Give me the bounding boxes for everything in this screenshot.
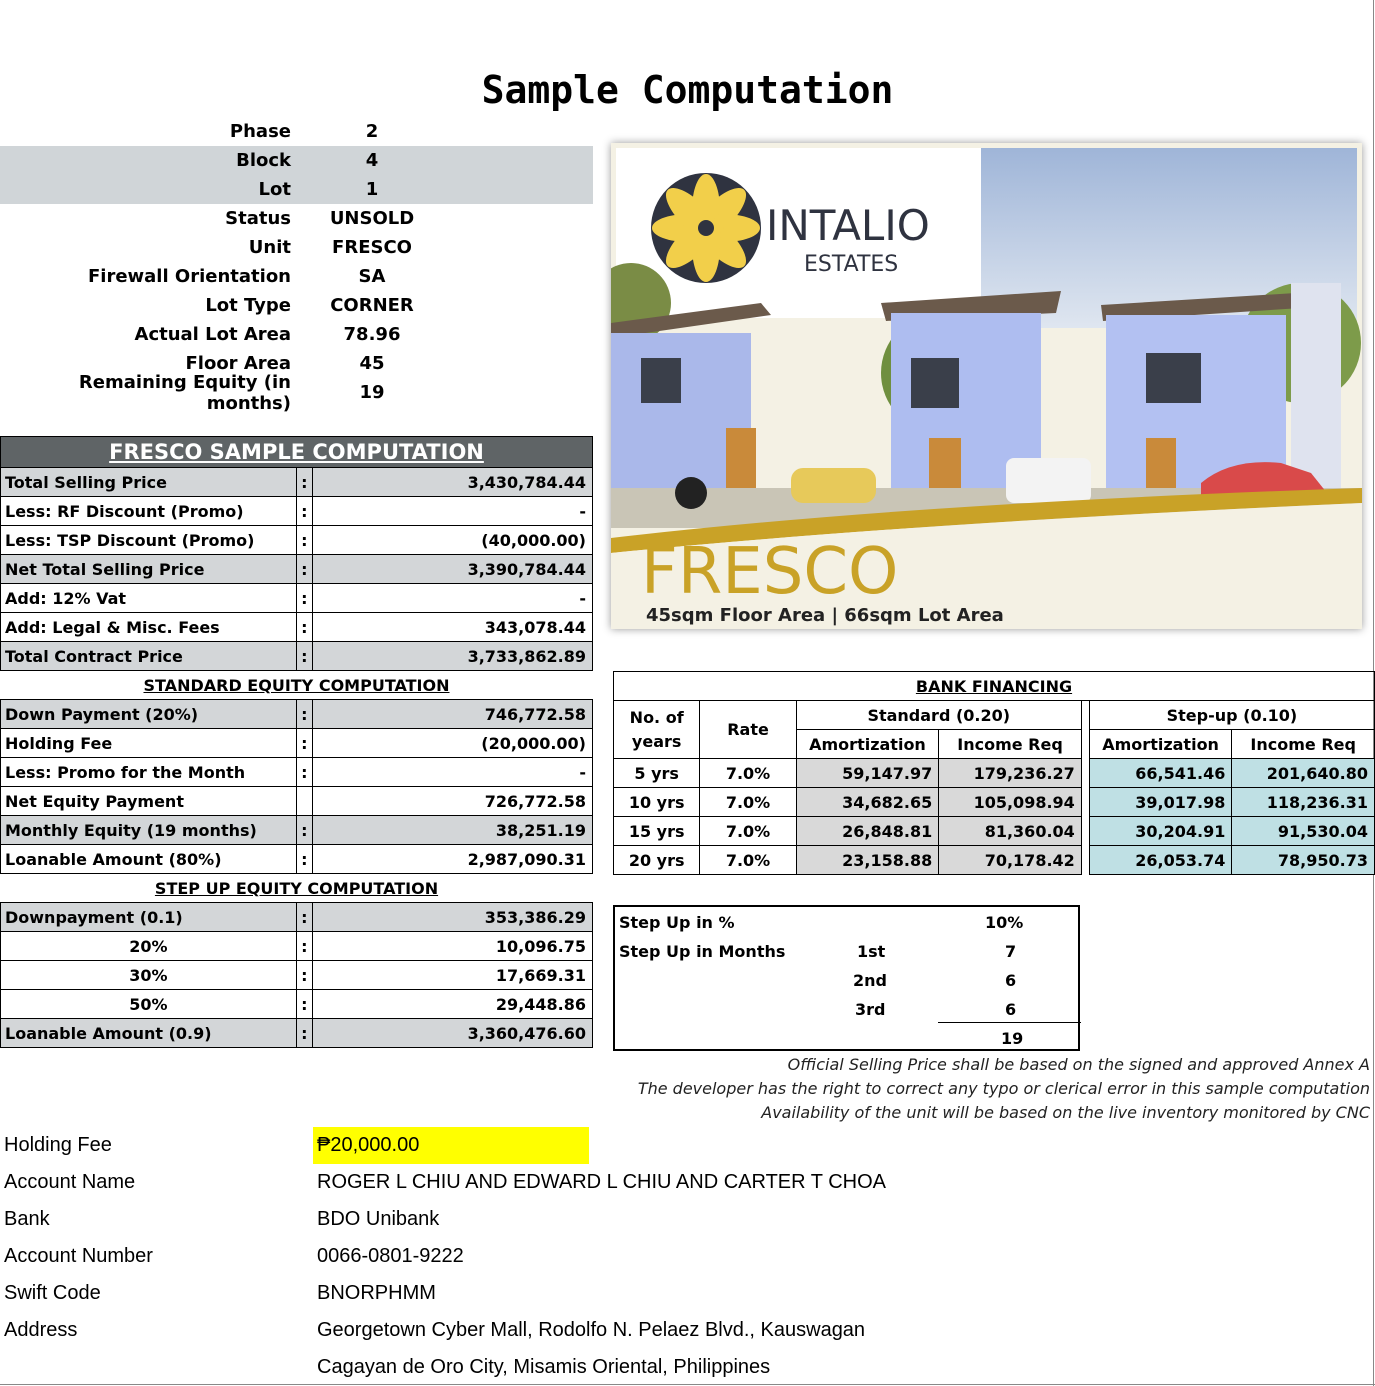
col-standard: Standard (0.20)	[796, 701, 1081, 730]
table-row: Total Selling Price : 3,430,784.44	[1, 468, 593, 497]
intalio-logo-icon	[651, 173, 761, 283]
step-up-pct-value: 10%	[985, 913, 1024, 932]
col-standard-income: Income Req	[939, 730, 1082, 759]
table-row: Less: RF Discount (Promo) : -	[1, 497, 593, 526]
table-row: Down Payment (20%) : 746,772.58	[1, 700, 593, 729]
unit-info	[0, 117, 593, 414]
table-row: 50% : 29,448.86	[1, 990, 593, 1019]
brand-name: INTALIO	[766, 201, 930, 250]
step-up-total: 19	[1001, 1029, 1024, 1048]
computation-table	[0, 436, 593, 1048]
step-up-pct-label: Step Up in %	[619, 913, 735, 932]
model-name: FRESCO	[641, 535, 899, 609]
table-row: 20% : 10,096.75	[1, 932, 593, 961]
step-up-box: Step Up in % 10% Step Up in Months 1st 7 2nd 6 3rd 6 19	[613, 905, 1080, 1051]
note-line: Availability of the unit will be based on the live inventory monitored by CNC	[761, 1103, 1370, 1122]
table-row: Downpayment (0.1) : 353,386.29	[1, 903, 593, 932]
info-row-floor-area: Floor Area 45	[185, 353, 385, 374]
house-illustration	[611, 143, 1362, 629]
table-row: Net Equity Payment 726,772.58	[1, 787, 593, 816]
bank-name: BDO Unibank	[317, 1208, 440, 1230]
table-row: Add: 12% Vat : -	[1, 584, 593, 613]
account-number: 0066-0801-9222	[317, 1245, 464, 1267]
table-row: Add: Legal & Misc. Fees : 343,078.44	[1, 613, 593, 642]
holding-fee-label: Holding Fee	[4, 1134, 112, 1156]
info-row-status: Status UNSOLD	[225, 208, 415, 229]
table-row: Loanable Amount (0.9) : 3,360,476.60	[1, 1019, 593, 1048]
info-row-unit: Unit FRESCO	[248, 237, 412, 258]
section-title-stepup: STEP UP EQUITY COMPUTATION	[1, 874, 593, 903]
table-row: Less: TSP Discount (Promo) : (40,000.00)	[1, 526, 593, 555]
brand-sub: ESTATES	[804, 252, 899, 277]
col-stepup-amort: Amortization	[1089, 730, 1232, 759]
table-row: 30% : 17,669.31	[1, 961, 593, 990]
table-row: 15 yrs 7.0% 26,848.81 81,360.04 30,204.91 91,530.04	[614, 817, 1375, 846]
table-row: Monthly Equity (19 months) : 38,251.19	[1, 816, 593, 845]
table-row: 10 yrs 7.0% 34,682.65 105,098.94 39,017.98 118,236.31	[614, 788, 1375, 817]
computation-header: FRESCO SAMPLE COMPUTATION	[1, 437, 593, 468]
image-caption: 45sqm Floor Area | 66sqm Lot Area	[646, 605, 1004, 626]
table-row: Holding Fee : (20,000.00)	[1, 729, 593, 758]
account-name: ROGER L CHIU AND EDWARD L CHIU AND CARTER T CHOA	[317, 1171, 886, 1193]
address-line-1: Georgetown Cyber Mall, Rodolfo N. Pelaez Blvd., Kauswagan	[317, 1319, 866, 1341]
disclaimer-notes	[600, 1053, 1370, 1125]
step-up-months-label: Step Up in Months	[619, 942, 786, 961]
col-standard-amort: Amortization	[796, 730, 939, 759]
table-row: Less: Promo for the Month : -	[1, 758, 593, 787]
note-line: The developer has the right to correct any typo or clerical error in this sample computation	[637, 1079, 1370, 1098]
table-row: Net Total Selling Price : 3,390,784.44	[1, 555, 593, 584]
info-row-lot-area: Actual Lot Area 78.96	[134, 324, 401, 345]
info-row-block: Block 4	[0, 146, 593, 175]
info-row-remaining-equity: Remaining Equity (in months) 19	[78, 371, 385, 414]
bank-financing-table	[613, 671, 1375, 875]
page-title: Sample Computation	[481, 68, 894, 112]
col-stepup: Step-up (0.10)	[1089, 701, 1374, 730]
total-line	[938, 1022, 1081, 1023]
holding-fee-value: ₱20,000.00	[317, 1134, 420, 1156]
bank-financing-title: BANK FINANCING	[614, 672, 1375, 701]
swift-code: BNORPHMM	[317, 1282, 436, 1304]
col-years: No. of years	[614, 701, 700, 759]
table-row: 5 yrs 7.0% 59,147.97 179,236.27 66,541.46 201,640.80	[614, 759, 1375, 788]
table-row: Total Contract Price : 3,733,862.89	[1, 642, 593, 671]
table-row: 20 yrs 7.0% 23,158.88 70,178.42 26,053.74 78,950.73	[614, 846, 1375, 875]
info-row-lot-type: Lot Type CORNER	[205, 295, 414, 316]
info-row-firewall: Firewall Orientation SA	[87, 266, 386, 287]
col-rate: Rate	[700, 701, 796, 759]
section-title-standard: STANDARD EQUITY COMPUTATION	[1, 671, 593, 700]
note-line: Official Selling Price shall be based on the signed and approved Annex A	[787, 1055, 1370, 1074]
info-row-lot: Lot 1	[0, 175, 593, 204]
account-details: Holding Fee ₱20,000.00 Account Name ROGER L CHIU AND EDWARD L CHIU AND CARTER T CHOA Bank BDO Unibank Account Number 0066-0801-9222 Swift Code BNORPHMM Address Georgetown Cyber Mall, Rodolfo N. Pelaez Blvd., Kauswagan Cagayan de Oro City, Misamis Oriental, Philippines	[0, 1127, 1375, 1386]
address-line-2: Cagayan de Oro City, Misamis Oriental, Philippines	[317, 1356, 771, 1378]
info-row-phase: Phase 2	[229, 121, 379, 142]
fresco-promo-image	[611, 143, 1362, 629]
table-row: Loanable Amount (80%) : 2,987,090.31	[1, 845, 593, 874]
col-stepup-income: Income Req	[1232, 730, 1375, 759]
